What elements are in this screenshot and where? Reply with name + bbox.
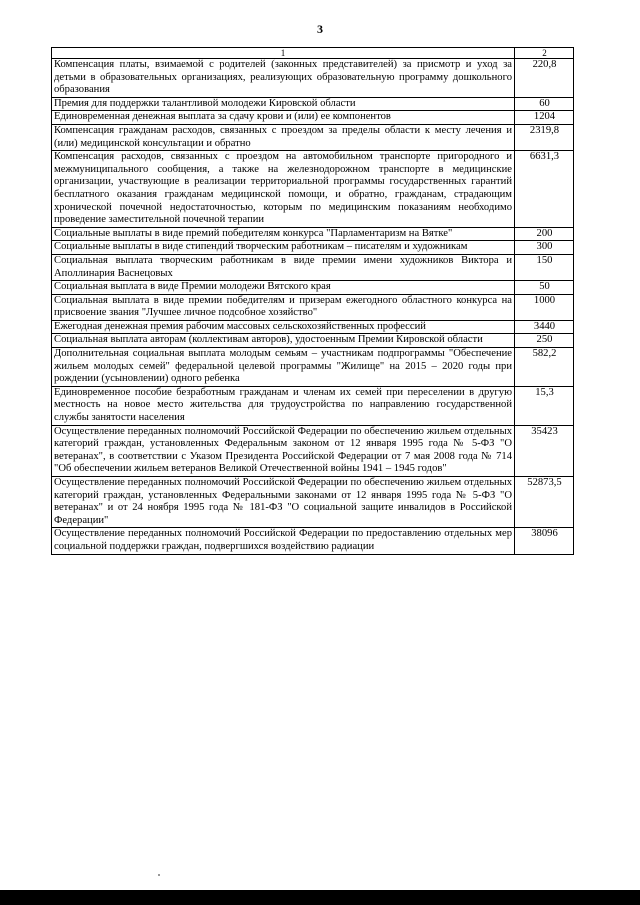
row-amount: 6631,3 (515, 151, 574, 228)
row-amount: 150 (515, 254, 574, 280)
table-row (52, 227, 574, 241)
table-row (52, 386, 574, 425)
row-description: Единовременная денежная выплата за сдачу крови и (или) ее компонентов (52, 111, 515, 125)
row-amount: 220,8 (515, 59, 574, 98)
row-description: Единовременное пособие безработным гражданам и членам их семей при переселении в другую местность на новое место жительства для трудоустройства по направлению государственной службы занятости населения (52, 386, 515, 425)
table-body (52, 48, 574, 555)
row-description: Осуществление переданных полномочий Российской Федерации по обеспечению жильем отдельных категорий граждан, установленных Федеральными законами от 12 января 1995 года № 5-ФЗ "О ветеранах" и от 24 ноября 1995 года № 181-ФЗ "О социальной защите инвалидов в Российской Федерации" (52, 477, 515, 528)
row-description: Социальная выплата в виде премии победителям и призерам ежегодного областного конкурса на присвоение звания "Лучшее личное подсобное хозяйство" (52, 294, 515, 320)
table-row (52, 241, 574, 255)
row-description: Премия для поддержки талантливой молодежи Кировской области (52, 97, 515, 111)
table-row (52, 294, 574, 320)
row-amount: 60 (515, 97, 574, 111)
row-description: Социальная выплата авторам (коллективам авторов), удостоенным Премии Кировской области (52, 334, 515, 348)
row-description: Компенсация платы, взимаемой с родителей (законных представителей) за присмотр и уход за детьми в образовательных организациях, реализующих образовательную программу дошкольного образования (52, 59, 515, 98)
row-description: Социальные выплаты в виде премий победителям конкурса "Парламентаризм на Вятке" (52, 227, 515, 241)
row-amount: 200 (515, 227, 574, 241)
table-row (52, 348, 574, 387)
table-row (52, 281, 574, 295)
table-row (52, 111, 574, 125)
row-description: Компенсация гражданам расходов, связанных с проездом за пределы области к месту лечения и (или) медицинской консультации и обратно (52, 124, 515, 150)
scan-bottom-border (0, 890, 640, 905)
row-description: Ежегодная денежная премия рабочим массовых сельскохозяйственных профессий (52, 320, 515, 334)
row-description: Социальные выплаты в виде стипендий творческим работникам – писателям и художникам (52, 241, 515, 255)
row-amount: 1000 (515, 294, 574, 320)
row-amount: 15,3 (515, 386, 574, 425)
row-amount: 52873,5 (515, 477, 574, 528)
row-description: Социальная выплата творческим работникам в виде премии имени художников Виктора и Аполлинария Васнецовых (52, 254, 515, 280)
column-2-header: 2 (515, 48, 574, 59)
row-amount: 3440 (515, 320, 574, 334)
row-amount: 1204 (515, 111, 574, 125)
table-row (52, 425, 574, 476)
row-amount: 35423 (515, 425, 574, 476)
scan-speck (158, 874, 160, 876)
row-amount: 38096 (515, 528, 574, 554)
row-amount: 50 (515, 281, 574, 295)
table-row (52, 254, 574, 280)
table-row (52, 334, 574, 348)
row-description: Компенсация расходов, связанных с проездом на автомобильном транспорте пригородного и межмуниципального сообщения, а также на железнодорожном транспорте в медицинские организации, участвующие в реализации территориальной программы государственных гарантий бесплатного оказания гражданам медицинской помощи, и обратно, гражданам, страдающим хронической почечной недостаточностью, которым по медицинским показаниям необходимо проведение заместительной почечной терапии (52, 151, 515, 228)
table-row (52, 477, 574, 528)
row-amount: 300 (515, 241, 574, 255)
table-row (52, 151, 574, 228)
row-amount: 2319,8 (515, 124, 574, 150)
table-row (52, 320, 574, 334)
row-amount: 250 (515, 334, 574, 348)
row-description: Осуществление переданных полномочий Российской Федерации по обеспечению жильем отдельных категорий граждан, установленных Федеральным законом от 12 января 1995 года № 5-ФЗ "О ветеранах", в соответствии с Указом Президента Российской Федерации от 7 мая 2008 года № 714 "Об обеспечении жильем ветеранов Великой Отечественной войны 1941 – 1945 годов" (52, 425, 515, 476)
column-1-header: 1 (52, 48, 515, 59)
table-row (52, 528, 574, 554)
page-number: 3 (317, 22, 323, 36)
budget-table (51, 47, 574, 555)
row-description: Социальная выплата в виде Премии молодежи Вятского края (52, 281, 515, 295)
row-description: Дополнительная социальная выплата молодым семьям – участникам подпрограммы "Обеспечение жильем молодых семей" федеральной целевой программы "Жилище" на 2015 – 2020 годы при рождении (усыновлении) одного ребенка (52, 348, 515, 387)
row-description: Осуществление переданных полномочий Российской Федерации по предоставлению отдельных мер социальной поддержки граждан, подвергшихся воздействию радиации (52, 528, 515, 554)
row-amount: 582,2 (515, 348, 574, 387)
table-row (52, 59, 574, 98)
table-row (52, 124, 574, 150)
table-header-row (52, 48, 574, 59)
table-row (52, 97, 574, 111)
